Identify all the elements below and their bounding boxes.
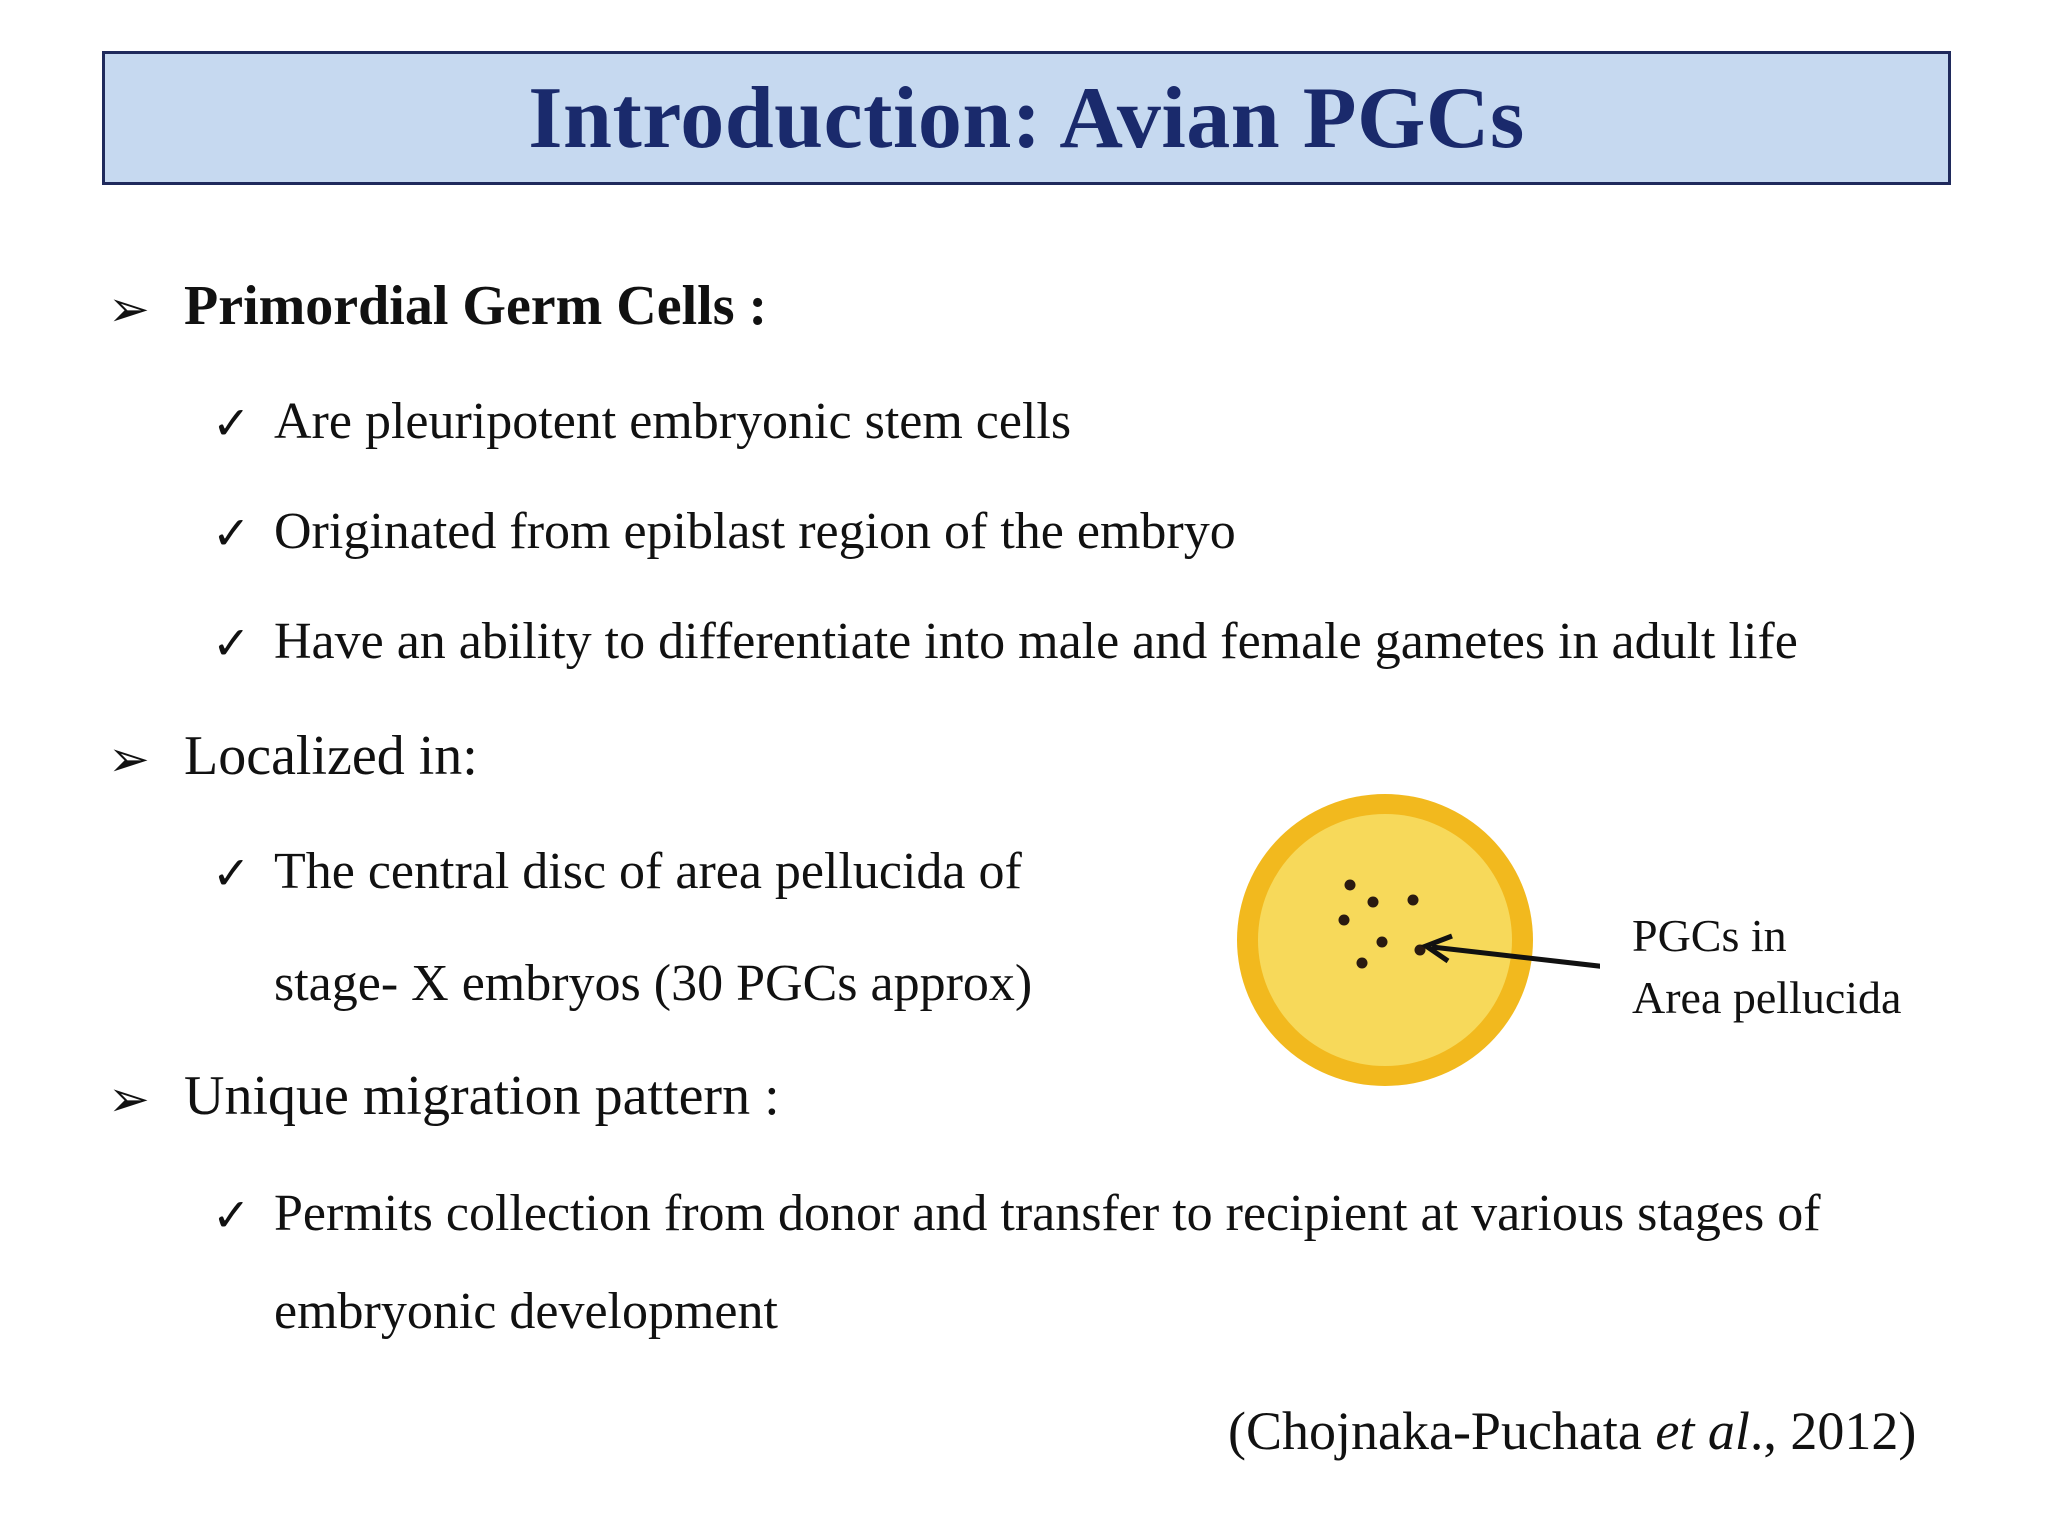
citation-open: (Chojnaka-Puchata [1228, 1401, 1656, 1461]
bullet-item: Are pleuripotent embryonic stem cells [274, 393, 1072, 450]
title-box [102, 51, 1951, 185]
section-heading-migration: Unique migration pattern : [184, 1065, 780, 1127]
bullet-item: Permits collection from donor and transfer to recipient at various stages of [274, 1185, 1821, 1242]
pgc-dot [1345, 880, 1356, 891]
diagram-label-line1: PGCs in [1632, 910, 1787, 961]
citation-close: ., 2012) [1749, 1401, 1917, 1461]
arrowhead-bullet-icon: ➢ [108, 730, 150, 788]
checkmark-icon: ✓ [212, 616, 251, 670]
pgc-dot [1339, 915, 1350, 926]
checkmark-icon: ✓ [212, 506, 251, 560]
pgc-dot [1408, 895, 1419, 906]
citation [1228, 1400, 1916, 1462]
pgc-dot [1377, 937, 1388, 948]
arrowhead-bullet-icon: ➢ [108, 1070, 150, 1128]
checkmark-icon: ✓ [212, 396, 251, 450]
pgc-dot [1368, 897, 1379, 908]
arrowhead-bullet-icon: ➢ [108, 280, 150, 338]
embryo-diagram [1220, 760, 1600, 1120]
checkmark-icon: ✓ [212, 1188, 251, 1242]
pgc-dot [1357, 958, 1368, 969]
bullet-item: The central disc of area pellucida of [274, 843, 1022, 900]
bullet-item-continuation: stage- X embryos (30 PGCs approx) [274, 955, 1033, 1012]
diagram-label [1632, 905, 1901, 1029]
slide-title: Introduction: Avian PGCs [528, 69, 1525, 167]
diagram-label-line2: Area pellucida [1632, 972, 1902, 1023]
section-heading-primordial: Primordial Germ Cells : [184, 275, 768, 337]
section-heading-localized: Localized in: [184, 725, 478, 787]
bullet-item-continuation: embryonic development [274, 1283, 778, 1340]
citation-italic: et al [1655, 1401, 1750, 1461]
bullet-item: Originated from epiblast region of the embryo [274, 503, 1236, 560]
checkmark-icon: ✓ [212, 846, 251, 900]
bullet-item: Have an ability to differentiate into male and female gametes in adult life [274, 613, 1798, 670]
